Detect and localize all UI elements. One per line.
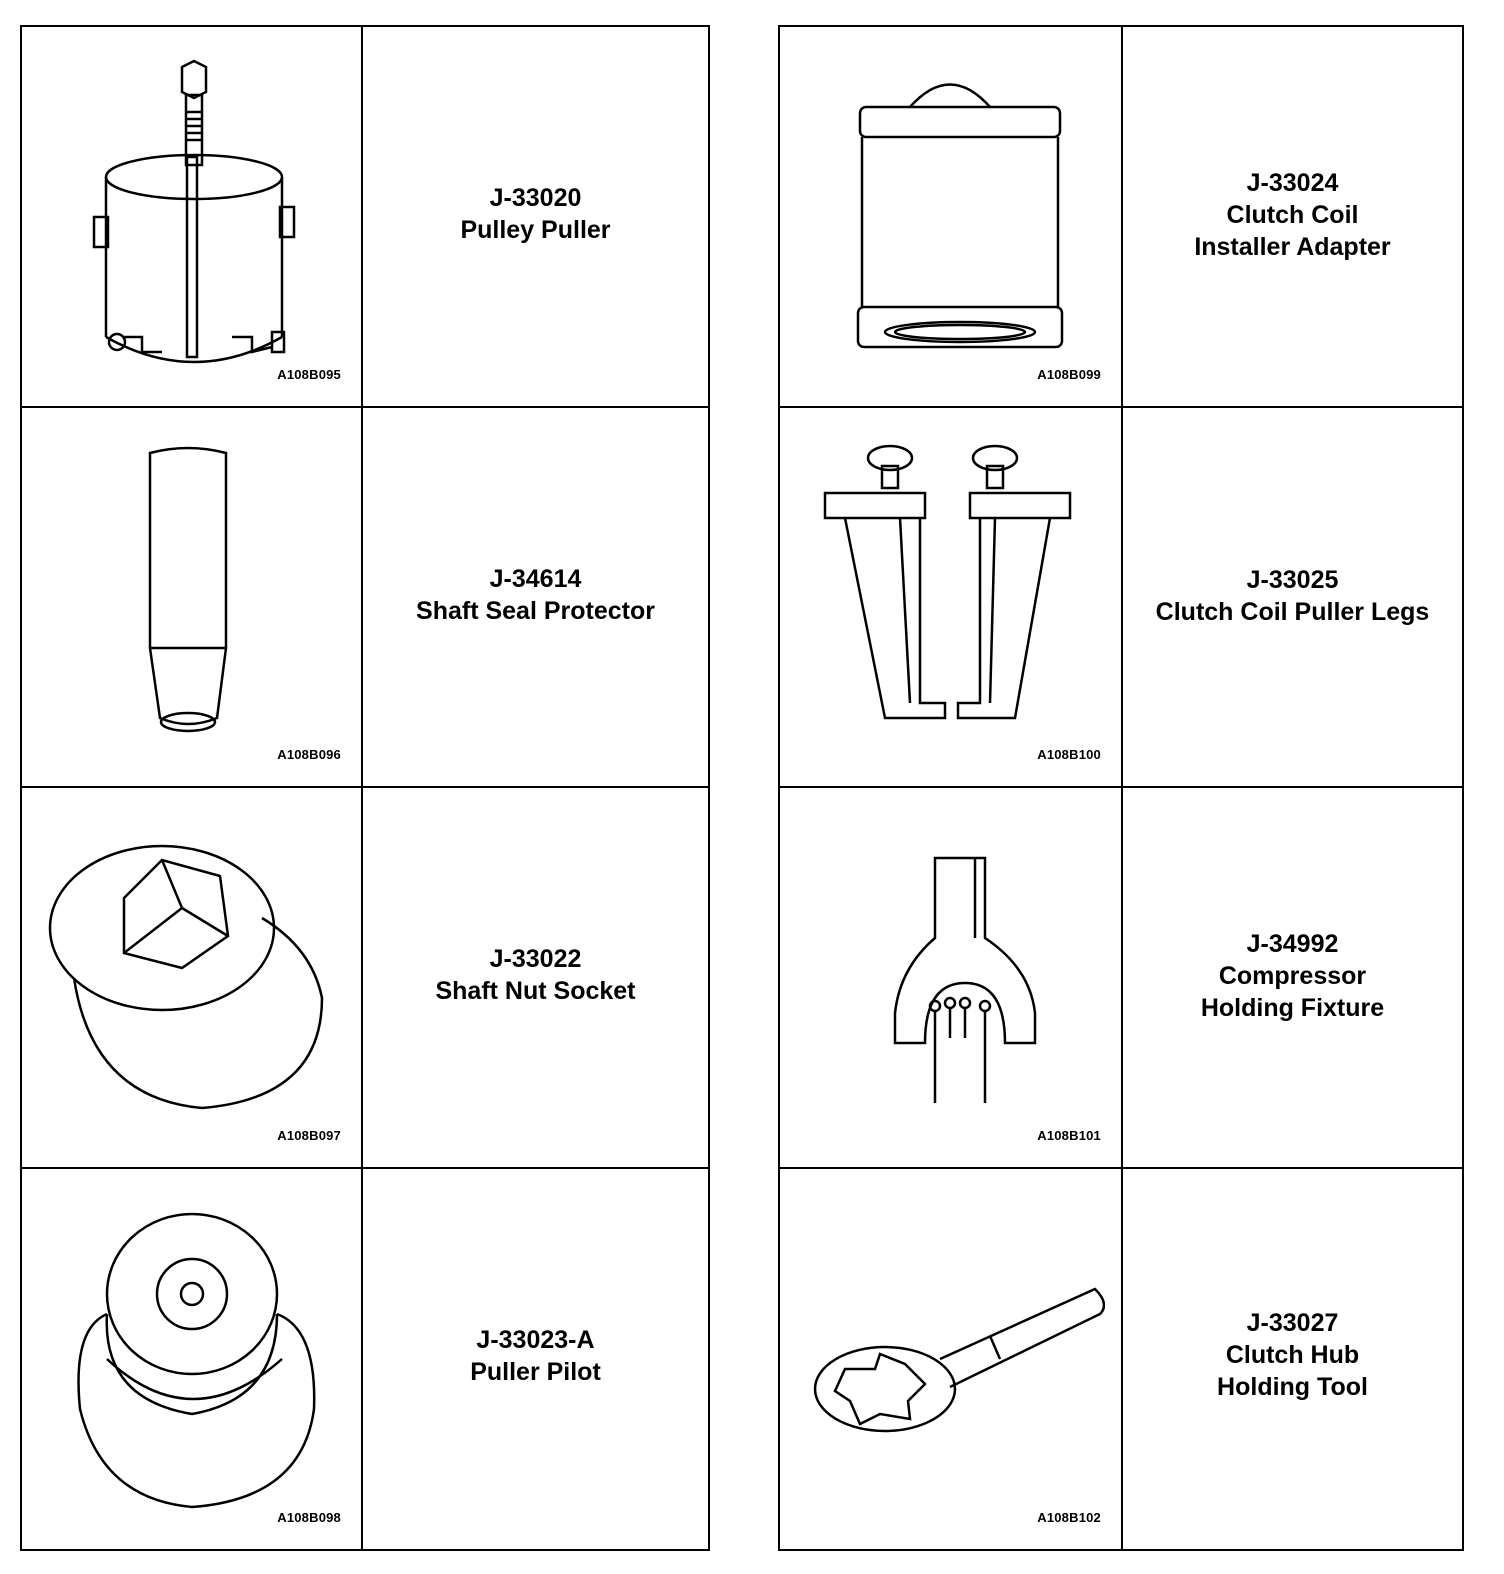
figure-code: A108B096	[277, 747, 341, 762]
tool-label-cell	[363, 1169, 708, 1550]
tool-illustration-cell	[22, 1169, 363, 1550]
figure-code: A108B100	[1037, 747, 1101, 762]
tool-label-cell	[1123, 1169, 1462, 1550]
tool-row	[780, 788, 1462, 1169]
tool-number: J-33025	[1246, 565, 1339, 594]
figure-code: A108B102	[1037, 1510, 1101, 1525]
tool-row	[780, 27, 1462, 408]
tool-illustration-cell	[780, 27, 1123, 406]
figure-code: A108B099	[1037, 366, 1101, 382]
tool-name-line: Holding Tool	[1217, 1372, 1368, 1401]
tool-name-line: Holding Fixture	[1200, 994, 1385, 1022]
shaft-nut-socket-illustration	[32, 798, 347, 1128]
tool-illustration-cell	[780, 1169, 1123, 1550]
clutch-hub-holding-tool-illustration	[790, 1179, 1105, 1509]
tool-illustration-cell	[22, 408, 363, 787]
tool-row	[780, 408, 1462, 789]
tool-number: J-33020	[489, 184, 582, 212]
tool-row	[780, 1169, 1462, 1550]
tool-number: J-33027	[1246, 1308, 1339, 1337]
tool-illustration-cell	[780, 788, 1123, 1167]
tool-table-right	[778, 25, 1464, 1551]
tool-number: J-33022	[489, 945, 582, 973]
tool-name-line: Shaft Nut Socket	[435, 977, 636, 1005]
tool-name-line: Installer Adapter	[1194, 233, 1391, 261]
tool-table-left	[20, 25, 710, 1551]
tool-name-line: Compressor	[1218, 962, 1367, 990]
tool-row	[22, 1169, 708, 1550]
tool-name-line: Clutch Coil Puller Legs	[1155, 597, 1430, 626]
tool-label-cell	[363, 408, 708, 787]
tool-label-cell	[363, 27, 708, 406]
tool-name-line: Shaft Seal Protector	[416, 596, 655, 625]
figure-code: A108B097	[277, 1127, 341, 1143]
tool-name-line: Clutch Hub	[1225, 1340, 1360, 1369]
tool-label-cell	[1123, 788, 1462, 1167]
tool-number: J-34614	[489, 564, 582, 593]
compressor-holding-fixture-illustration	[790, 798, 1105, 1128]
tool-number: J-34992	[1246, 930, 1339, 958]
pulley-puller-illustration	[32, 37, 347, 367]
figure-code: A108B101	[1037, 1127, 1101, 1143]
tool-label-cell	[363, 788, 708, 1167]
tool-number: J-33024	[1246, 169, 1339, 197]
tool-label-cell	[1123, 408, 1462, 787]
tool-label-cell	[1123, 27, 1462, 406]
tool-illustration-cell	[22, 788, 363, 1167]
tool-row	[22, 408, 708, 789]
tool-number: J-33023-A	[476, 1325, 595, 1354]
tool-name-line: Puller Pilot	[470, 1357, 601, 1386]
shaft-seal-protector-illustration	[32, 418, 347, 748]
tool-row	[22, 27, 708, 408]
figure-code: A108B098	[277, 1510, 341, 1525]
puller-pilot-illustration	[32, 1179, 347, 1509]
figure-code: A108B095	[277, 366, 341, 382]
tool-illustration-cell	[22, 27, 363, 406]
clutch-coil-installer-adapter-illustration	[790, 37, 1105, 367]
tool-illustration-cell	[780, 408, 1123, 787]
clutch-coil-puller-legs-illustration	[790, 418, 1105, 748]
tool-row	[22, 788, 708, 1169]
tool-name-line: Clutch Coil	[1226, 201, 1359, 229]
tool-name-line: Pulley Puller	[460, 216, 611, 244]
